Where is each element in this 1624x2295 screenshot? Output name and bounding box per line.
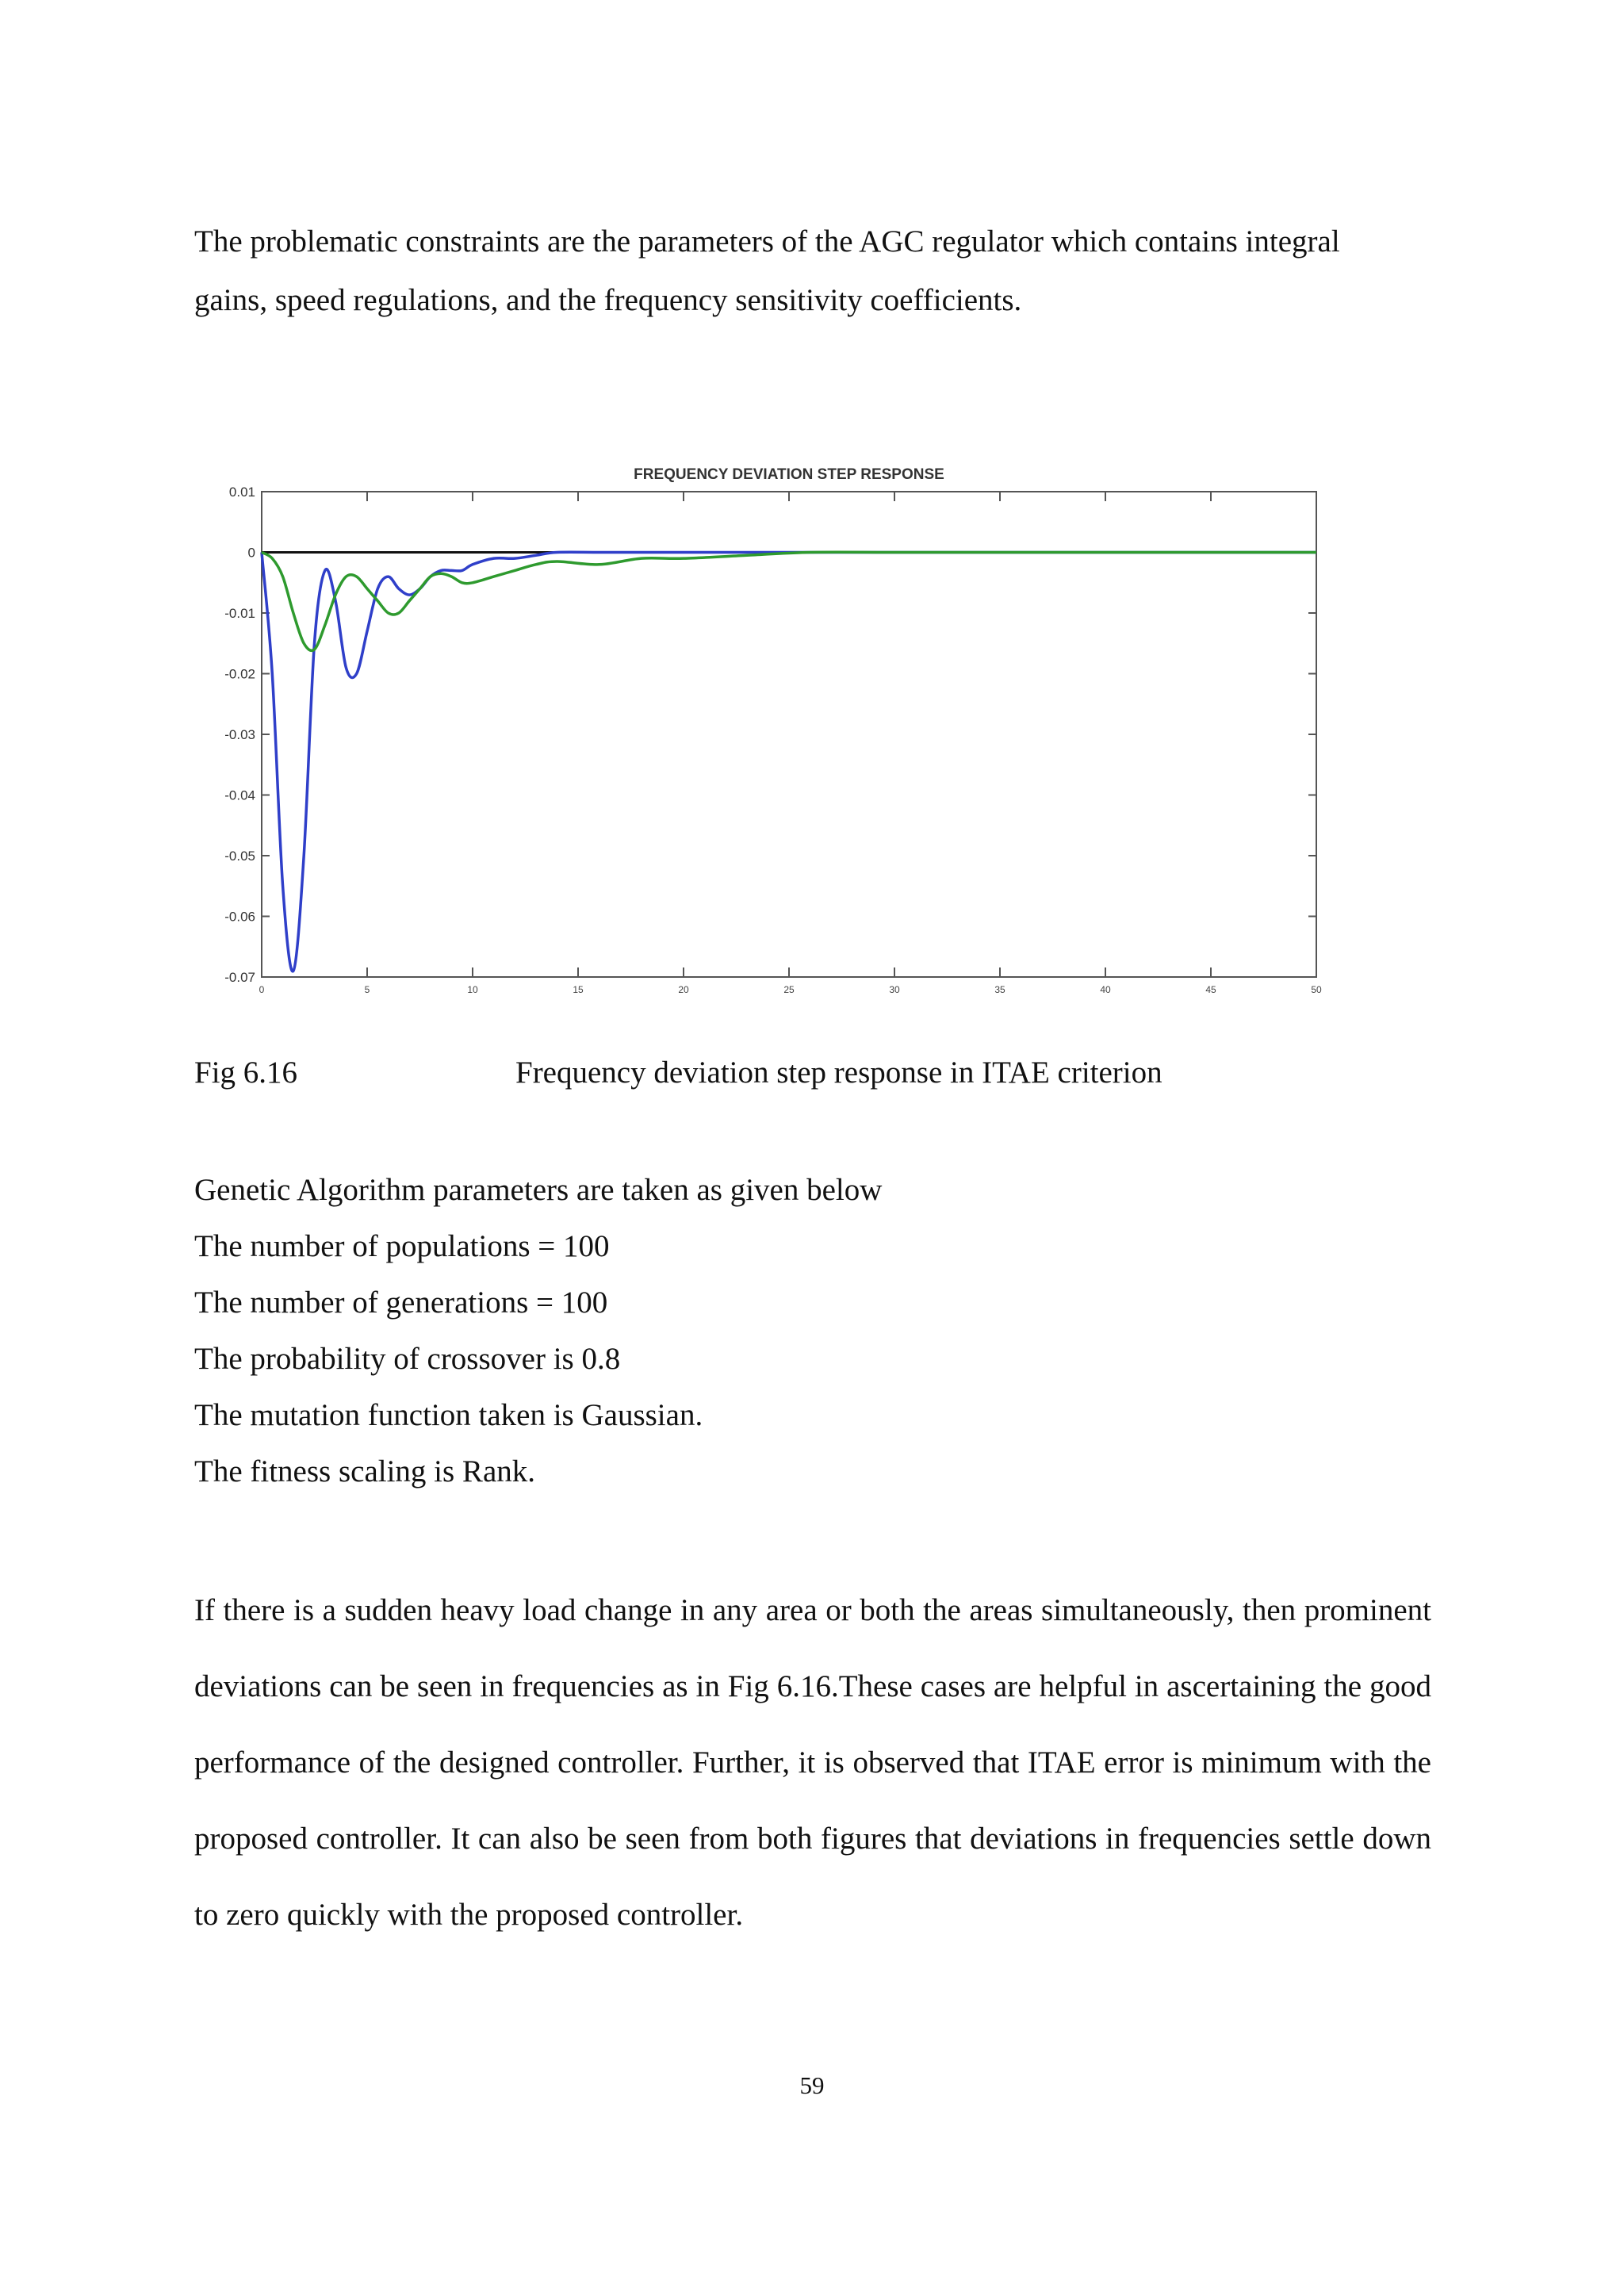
y-tick-label: -0.05 <box>224 849 255 864</box>
x-tick-label: 35 <box>994 984 1005 995</box>
figure-caption: Frequency deviation step response in ITAE criterion <box>515 1056 1162 1090</box>
y-tick-label: -0.01 <box>224 606 255 621</box>
intro-line: The problematic constraints are the parameters of the AGC regulator which contains integral <box>194 224 1340 259</box>
ga-parameter-line: The number of populations = 100 <box>194 1229 610 1263</box>
x-tick-label: 5 <box>364 984 370 995</box>
x-tick-label: 10 <box>467 984 478 995</box>
y-tick-label: 0.01 <box>228 485 255 500</box>
page-number: 59 <box>799 2071 825 2099</box>
x-tick-label: 45 <box>1205 984 1216 995</box>
intro-line: gains, speed regulations, and the frequency sensitivity coefficients. <box>194 283 1022 317</box>
x-tick-label: 30 <box>889 984 900 995</box>
y-tick-label: -0.03 <box>224 727 255 742</box>
x-tick-label: 0 <box>259 984 265 995</box>
discussion-paragraph: If there is a sudden heavy load change in any area or both the areas simultaneously, then prominent deviations can be seen in frequencies as in Fig 6.16.These cases are helpful in ascertaining the good performance of the designed controller. Further, it is observed that ITAE error is minimum with the proposed controller. It can also be seen from both figures that deviations in frequencies settle down to zero quickly with the proposed controller. <box>194 1593 1431 1932</box>
x-tick-label: 40 <box>1100 984 1111 995</box>
frequency-deviation-chart <box>186 452 1344 999</box>
x-tick-label: 15 <box>573 984 584 995</box>
ga-parameter-line: The mutation function taken is Gaussian. <box>194 1398 703 1432</box>
ga-parameters-list <box>194 1162 882 1500</box>
ga-parameter-line: The probability of crossover is 0.8 <box>194 1342 621 1376</box>
y-tick-label: -0.04 <box>224 787 255 803</box>
y-tick-label: -0.02 <box>224 666 255 682</box>
intro-paragraph <box>194 213 1431 330</box>
y-tick-label: -0.06 <box>224 909 255 925</box>
x-tick-label: 20 <box>678 984 689 995</box>
chart-title: FREQUENCY DEVIATION STEP RESPONSE <box>634 466 944 483</box>
y-tick-label: 0 <box>247 545 255 561</box>
plot-frame <box>262 492 1316 977</box>
y-tick-label: -0.07 <box>224 970 255 985</box>
figure-number: Fig 6.16 <box>194 1056 298 1090</box>
x-tick-label: 25 <box>783 984 795 995</box>
ga-parameter-line: The fitness scaling is Rank. <box>194 1454 536 1488</box>
ga-parameter-line: Genetic Algorithm parameters are taken as given below <box>194 1173 883 1207</box>
ga-parameter-line: The number of generations = 100 <box>194 1285 608 1320</box>
x-tick-label: 50 <box>1311 984 1322 995</box>
